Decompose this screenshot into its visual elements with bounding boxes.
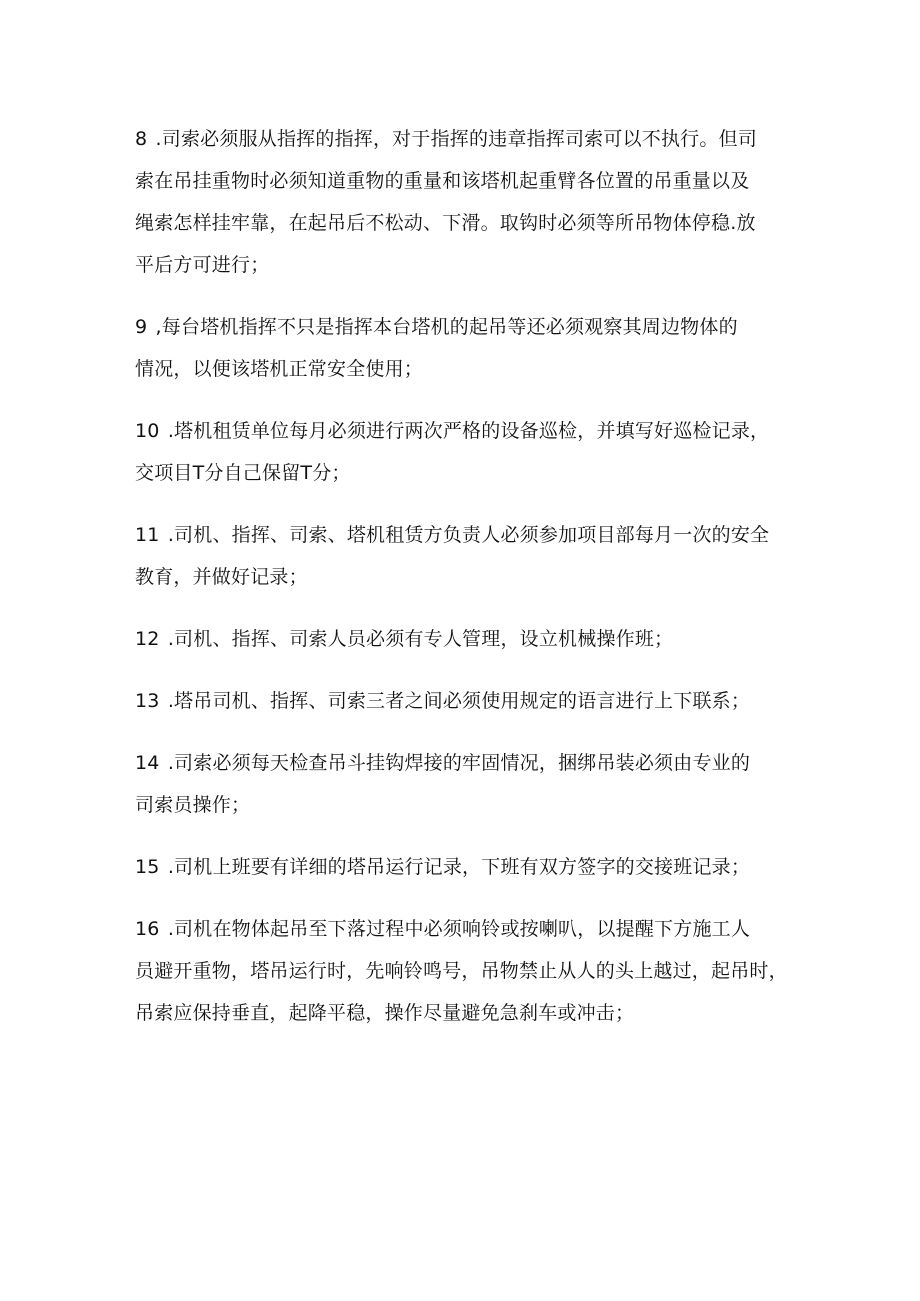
paragraph-line — [135, 118, 800, 160]
paragraph-line — [135, 306, 800, 348]
paragraph-line — [135, 846, 800, 888]
item-number: 15 — [135, 856, 160, 878]
paragraph-line — [135, 908, 800, 950]
list-item-8 — [135, 118, 800, 286]
list-item-9 — [135, 306, 800, 390]
list-item-16 — [135, 908, 800, 1034]
list-item-13 — [135, 680, 800, 722]
item-number: 9 — [135, 316, 148, 338]
item-number: 12 — [135, 628, 160, 650]
paragraph-line — [135, 410, 800, 452]
list-item-11 — [135, 514, 800, 598]
paragraph-line — [135, 742, 800, 784]
item-text: .司索必须服从指挥的指挥，对于指挥的违章指挥司索可以不执行。但司 — [149, 128, 757, 150]
paragraph-line: 吊索应保持垂直，起降平稳，操作尽量避免急刹车或冲击； — [135, 1002, 635, 1024]
paragraph-line: 索在吊挂重物时必须知道重物的重量和该塔机起重臂各位置的吊重量以及 — [135, 170, 750, 192]
item-text: .司索必须每天检查吊斗挂钩焊接的牢固情况，捆绑吊装必须由专业的 — [161, 752, 751, 774]
item-text: .司机在物体起吊至下落过程中必须响铃或按喇叭，以提醒下方施工人 — [161, 918, 751, 940]
item-number: 10 — [135, 420, 160, 442]
item-number: 13 — [135, 690, 160, 712]
list-item-12 — [135, 618, 800, 660]
paragraph-line: 平后方可进行； — [135, 254, 270, 276]
item-number: 11 — [135, 524, 160, 546]
item-text: .司机、指挥、司索人员必须有专人管理，设立机械操作班； — [161, 628, 674, 650]
paragraph-line — [135, 680, 800, 722]
item-number: 14 — [135, 752, 160, 774]
paragraph-line: 司索员操作； — [135, 794, 251, 816]
paragraph-line: 员避开重物，塔吊运行时，先响铃鸣号，吊物禁止从人的头上越过，起吊时， — [135, 960, 788, 982]
list-item-14 — [135, 742, 800, 826]
item-text: .司机上班要有详细的塔吊运行记录，下班有双方签字的交接班记录； — [161, 856, 751, 878]
item-number: 8 — [135, 128, 148, 150]
item-number: 16 — [135, 918, 160, 940]
paragraph-line — [135, 514, 800, 556]
list-item-10 — [135, 410, 800, 494]
paragraph-line — [135, 618, 800, 660]
list-item-15 — [135, 846, 800, 888]
paragraph-line: 交项目T分自己保留T分； — [135, 462, 351, 484]
item-text: .塔机租赁单位每月必须进行两次严格的设备巡检，并填写好巡检记录， — [161, 420, 770, 442]
paragraph-line: 绳索怎样挂牢靠，在起吊后不松动、下滑。取钩时必须等所吊物体停稳.放 — [135, 212, 756, 234]
paragraph-line: 情况，以便该塔机正常安全使用； — [135, 358, 424, 380]
item-text: ,每台塔机指挥不只是指挥本台塔机的起吊等还必须观察其周边物体的 — [149, 316, 738, 338]
item-text: .司机、指挥、司索、塔机租赁方负责人必须参加项目部每月一次的安全 — [161, 524, 770, 546]
paragraph-line: 教育，并做好记录； — [135, 566, 308, 588]
document-body — [135, 118, 800, 1054]
item-text: .塔吊司机、指挥、司索三者之间必须使用规定的语言进行上下联系； — [161, 690, 751, 712]
